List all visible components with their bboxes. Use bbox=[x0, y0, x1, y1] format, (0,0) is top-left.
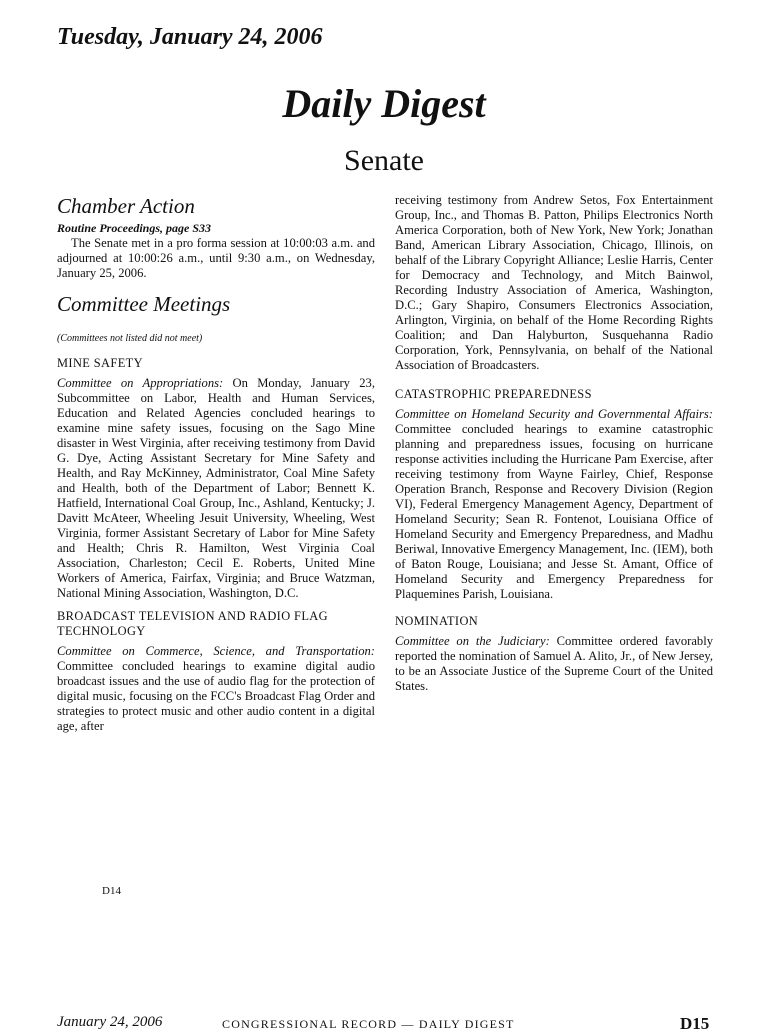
issue-date: Tuesday, January 24, 2006 bbox=[57, 24, 323, 50]
section-body-nomination bbox=[395, 634, 713, 694]
footer-page-number: D15 bbox=[680, 1014, 710, 1033]
section-text: On Monday, January 23, Subcommittee on Labor, Health and Human Services, Education and Related Agencies concluded hearings to examine mine safety issues, focusing on the Sago Mine disaster in West Virginia, after receiving testimony from David G. Dye, Acting Assistant Secretary for Mine Safety and Health, and Ray McKinney, Administrator, Coal Mine Safety and Health, both of the Department of Labor; Bennett K. Hatfield, International Coal Group, Inc., Ashland, Kentucky; J. Davitt McAteer, Wheeling Jesuit University, Wheeling, West Virginia, former Assistant Secretary of Labor for Mine Safety and Health; Chris R. Hamilton, West Virginia Coal Association, Charleston; Cecil E. Roberts, United Mine Workers of America, Fairfax, Virginia; and Bruce Watzman, National Mining Association, Washington, D.C. bbox=[57, 376, 375, 600]
committee-name: Committee on Appropriations: bbox=[57, 376, 224, 390]
section-title-mine-safety: MINE SAFETY bbox=[57, 356, 143, 370]
page-number: D14 bbox=[102, 885, 121, 897]
left-column bbox=[57, 193, 375, 734]
section-text: Committee ordered favorably reported the nomination of Samuel A. Alito, Jr., of New Jersey, to be an Associate Justice of the Supreme Court of the United States. bbox=[395, 634, 713, 693]
broadcast-continuation: receiving testimony from Andrew Setos, Fox Entertainment Group, Inc., and Thomas B. Patton, Philips Electronics North America Corporation, both of New York, New York; Jonathan Band, American Library Association, Chicago, Illinois, on behalf of the Library Copyright Alliance; Leslie Harris, Center for Democracy and Technology, and Mitch Bainwol, Recording Industry Association of America, Washington, D.C.; Gary Shapiro, Consumers Electronics Association, Arlington, Virginia, on behalf of the Home Recording Rights Coalition; and Dan Halyburton, Susquehanna Radio Corporation, York, Pennsylvania, on behalf of the National Association of Broadcasters. bbox=[395, 193, 713, 372]
chamber-title: Senate bbox=[344, 144, 424, 177]
footer-publication: CONGRESSIONAL RECORD — DAILY DIGEST bbox=[222, 1017, 515, 1031]
section-title-broadcast: BROADCAST TELEVISION AND RADIO FLAG TECHNOLOGY bbox=[57, 609, 329, 638]
footer-date: January 24, 2006 bbox=[57, 1014, 163, 1030]
section-body-catastrophic bbox=[395, 407, 713, 602]
chamber-action-heading: Chamber Action bbox=[57, 194, 195, 218]
next-page-header bbox=[0, 1014, 768, 1034]
section-title-nomination: NOMINATION bbox=[395, 614, 479, 628]
digest-title: Daily Digest bbox=[282, 81, 486, 126]
section-text: Committee concluded hearings to examine catastrophic planning and preparedness issues, focusing on hurricane response activities including the Hurricane Pam Exercise, after receiving testimony from Wayne Fairley, Chief, Response Operation Branch, Response and Recovery Division (Region VI), Federal Emergency Management Agency, Department of Homeland Security; Sean R. Fontenot, Louisiana Office of Homeland Security and Emergency Preparedness, and Madhu Beriwal, Innovative Emergency Management, Inc. (IEM), both of Baton Rouge, Louisiana; and Jesse St. Amant, Office of Homeland Security and Emergency Preparedness for Plaquemines Parish, Louisiana. bbox=[395, 422, 714, 601]
section-title-catastrophic: CATASTROPHIC PREPAREDNESS bbox=[395, 387, 592, 401]
chamber-action-text: The Senate met in a pro forma session at 10:00:03 a.m. and adjourned at 10:00:26 a.m., until 9:30 a.m., on Wednesday, January 25, 2006. bbox=[57, 236, 375, 280]
committee-name: Committee on Commerce, Science, and Transportation: bbox=[57, 644, 375, 658]
section-body-broadcast bbox=[57, 644, 375, 734]
committee-meetings-heading: Committee Meetings bbox=[57, 292, 231, 316]
committee-name: Committee on Homeland Security and Governmental Affairs: bbox=[395, 407, 713, 421]
committees-note: (Committees not listed did not meet) bbox=[57, 333, 203, 344]
right-column bbox=[395, 193, 713, 694]
committee-name: Committee on the Judiciary: bbox=[395, 634, 550, 648]
routine-proceedings-ref: Routine Proceedings, page S33 bbox=[57, 221, 212, 235]
section-text: Committee concluded hearings to examine digital audio broadcast issues and the use of audio flag for the protection of digital music, focusing on the FCC's Broadcast Flag Order and strategies to protect music and other audio content in a digital age, after bbox=[57, 659, 375, 733]
section-body-mine-safety bbox=[57, 376, 375, 601]
